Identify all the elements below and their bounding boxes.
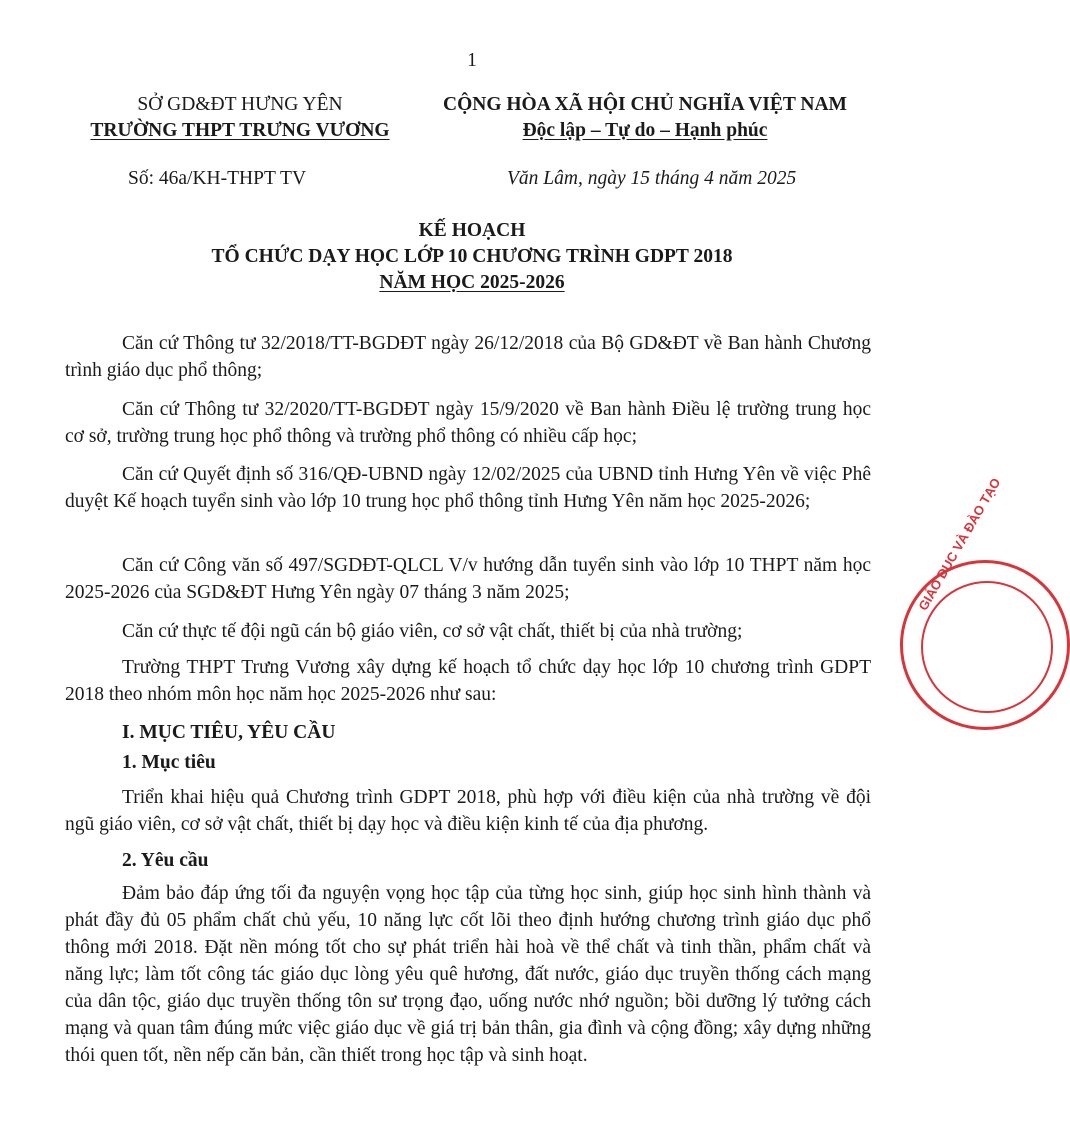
- school-name: TRƯỜNG THPT TRƯNG VƯƠNG: [90, 120, 390, 141]
- document-title: [0, 218, 944, 296]
- requirements-paragraph: Đảm bảo đáp ứng tối đa nguyện vọng học tập của từng học sinh, giúp học sinh hình thành và phát đầy đủ 05 phẩm chất chủ yếu, 10 năng lực cốt lõi theo định hướng chương trình giáo dục phổ thông mới 2018. Đặt nền móng tốt cho sự phát triển hài hoà về thể chất và tinh thần, phẩm chất và năng lực; làm tốt công tác giáo dục lòng yêu quê hương, đất nước, giáo dục truyền thống cách mạng của dân tộc, giáo dục truyền thống tôn sư trọng đạo, uống nước nhớ nguồn; bồi dưỡng lý tưởng cách mạng và quan tâm đúng mức việc giáo dục về giá trị bản thân, gia đình và cộng đồng; xây dựng những thói quen tốt, nền nếp căn bản, cần thiết trong học tập và sinh hoạt.: [65, 883, 871, 1066]
- motto: Độc lập – Tự do – Hạnh phúc: [522, 120, 768, 141]
- basis-paragraph-4: Căn cứ Công văn số 497/SGDĐT-QLCL V/v hướng dẫn tuyển sinh vào lớp 10 THPT năm học 2025-2026 của SGD&ĐT Hưng Yên ngày 07 tháng 3 năm 2025;: [65, 555, 871, 603]
- issuing-authority: [60, 92, 420, 144]
- basis-paragraph-2: Căn cứ Thông tư 32/2020/TT-BGDĐT ngày 15/9/2020 về Ban hành Điều lệ trường trung học cơ sở, trường trung học phổ thông và trường phổ thông có nhiều cấp học;: [65, 399, 871, 447]
- page-number: 1: [467, 50, 477, 71]
- title-line-3: NĂM HỌC 2025-2026: [379, 272, 565, 293]
- department-name: SỞ GD&ĐT HƯNG YÊN: [137, 94, 343, 115]
- basis-paragraph-1: Căn cứ Thông tư 32/2018/TT-BGDĐT ngày 26/12/2018 của Bộ GD&ĐT về Ban hành Chương trình giáo dục phổ thông;: [65, 333, 871, 381]
- basis-paragraph-3: Căn cứ Quyết định số 316/QĐ-UBND ngày 12/02/2025 của UBND tỉnh Hưng Yên về việc Phê duyệt Kế hoạch tuyển sinh vào lớp 10 trung học phổ thông tỉnh Hưng Yên năm học 2025-2026;: [65, 464, 871, 512]
- document-number: Số: 46a/KH-THPT TV: [128, 168, 307, 189]
- title-line-2: TỔ CHỨC DẠY HỌC LỚP 10 CHƯƠNG TRÌNH GDPT 2018: [211, 246, 733, 267]
- section-heading: I. MỤC TIÊU, YÊU CẦU: [122, 722, 336, 743]
- basis-paragraph-5: Căn cứ thực tế đội ngũ cán bộ giáo viên, cơ sở vật chất, thiết bị của nhà trường;: [122, 621, 743, 642]
- place-date: Văn Lâm, ngày 15 tháng 4 năm 2025: [507, 168, 797, 189]
- subsection-heading-goals: 1. Mục tiêu: [122, 752, 216, 773]
- official-stamp: [900, 475, 1070, 730]
- intro-paragraph: Trường THPT Trưng Vương xây dựng kế hoạch tổ chức dạy học lớp 10 chương trình GDPT 2018 theo nhóm môn học năm học 2025-2026 như sau:: [65, 657, 871, 705]
- national-motto: [420, 92, 870, 144]
- goals-paragraph: Triển khai hiệu quả Chương trình GDPT 2018, phù hợp với điều kiện của nhà trường về đội ngũ giáo viên, cơ sở vật chất, thiết bị dạy học và điều kiện kinh tế của địa phương.: [65, 787, 871, 835]
- country-name: CỘNG HÒA XÃ HỘI CHỦ NGHĨA VIỆT NAM: [443, 94, 847, 115]
- stamp-text: GIÁO DỤC VÀ ĐÀO TẠO: [915, 475, 1004, 613]
- subsection-heading-requirements: 2. Yêu cầu: [122, 850, 209, 871]
- title-line-1: KẾ HOẠCH: [418, 220, 526, 241]
